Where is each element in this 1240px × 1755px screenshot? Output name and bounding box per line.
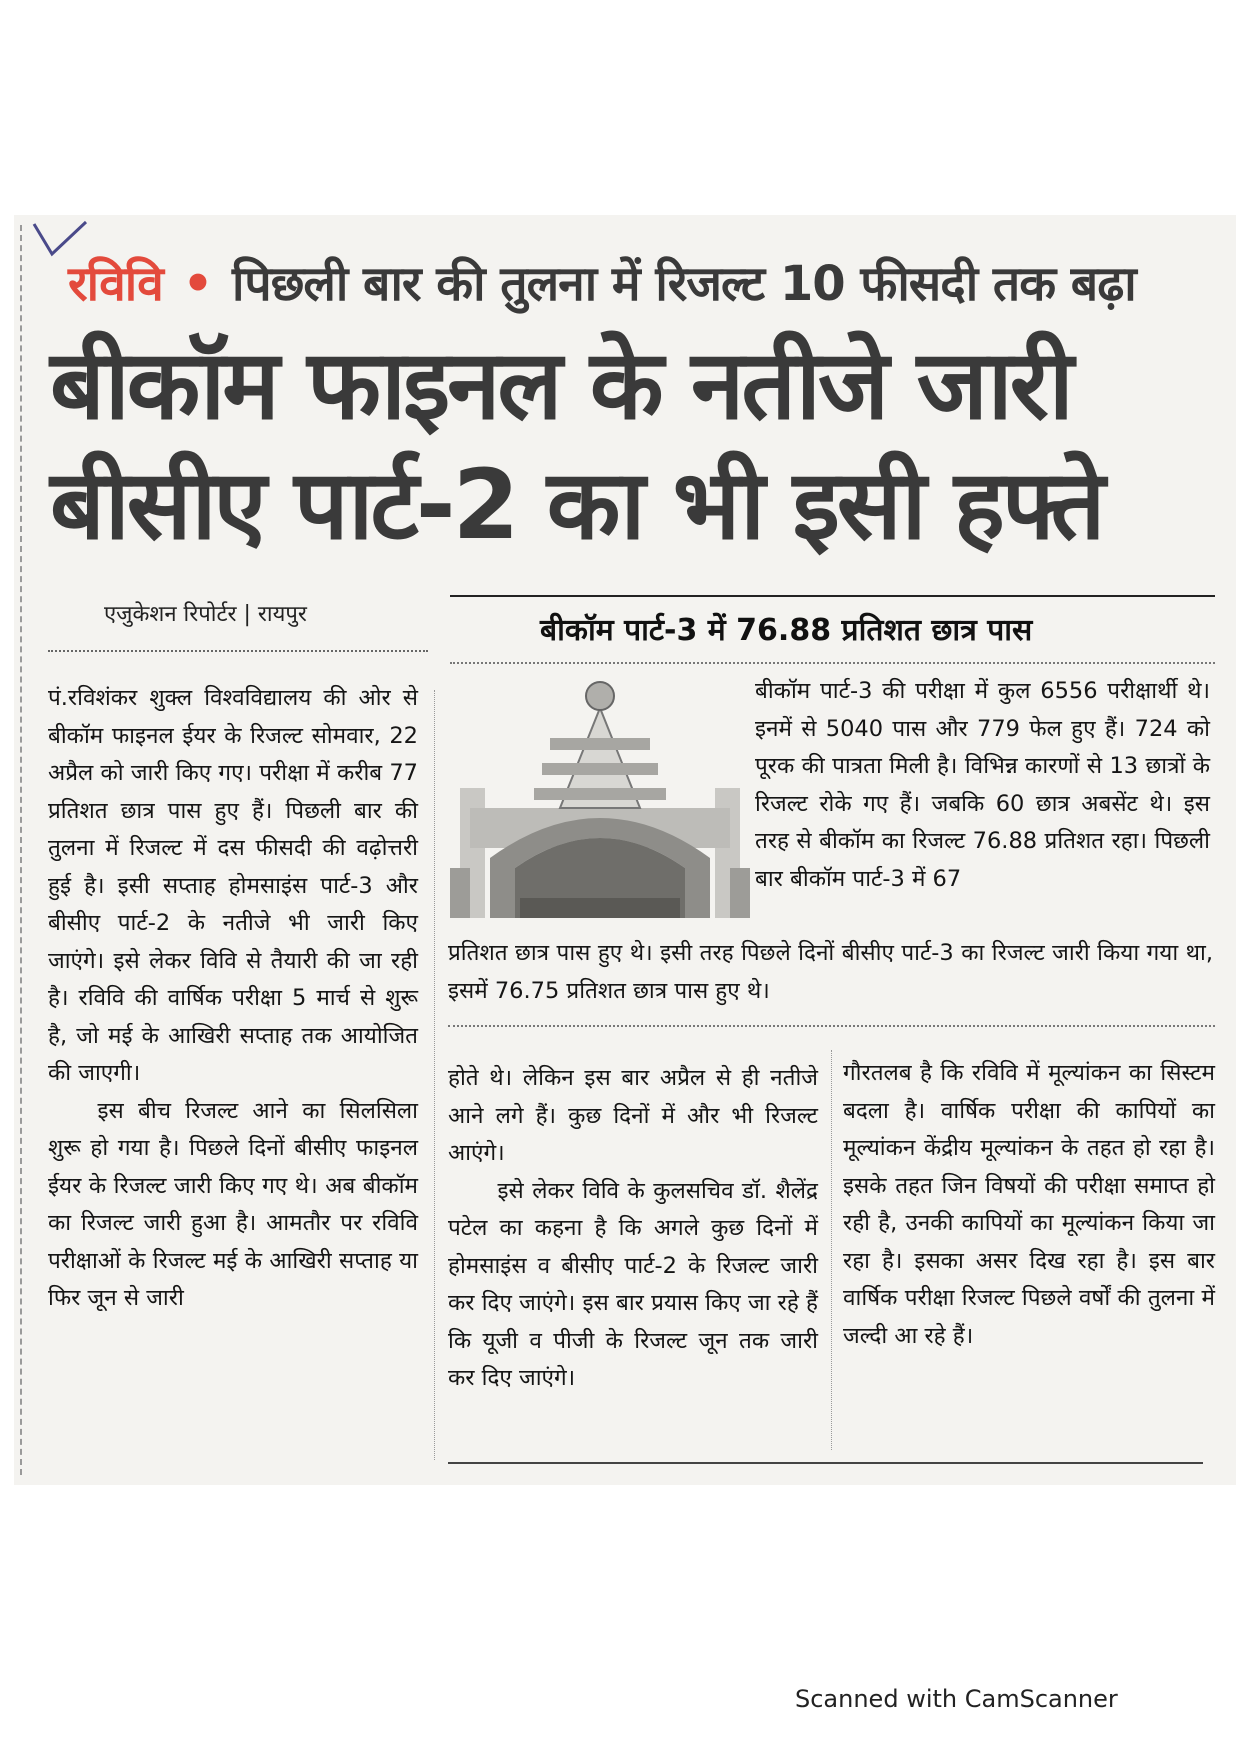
- headline-line-1: बीकॉम फाइनल के नतीजे जारी: [50, 329, 1071, 441]
- byline: एजुकेशन रिपोर्टर | रायपुर: [104, 602, 307, 627]
- kicker: [68, 250, 1218, 320]
- column-separator: [434, 690, 435, 1460]
- kicker-tag: रविवि: [68, 256, 163, 312]
- subhead-top-rule: [450, 595, 1215, 597]
- box-subhead: बीकॉम पार्ट-3 में 76.88 प्रतिशत छात्र पास: [540, 613, 1033, 648]
- box-bottom-rule: [448, 1025, 1215, 1027]
- headline-line-2: बीसीए पार्ट-2 का भी इसी हफ्ते: [50, 449, 1103, 561]
- university-gate-photo: [450, 668, 750, 933]
- cut-line: [20, 225, 22, 1475]
- box-text-part-2: प्रतिशत छात्र पास हुए थे। इसी तरह पिछले दिनों बीसीए पार्ट-3 का रिजल्ट जारी किया गया था, इसमें 76.75 प्रतिशत छात्र पास हुए थे।: [448, 940, 1213, 1004]
- article-column-1: [48, 680, 418, 1318]
- kicker-bullet: •: [182, 256, 213, 312]
- column-2-paragraph-1: होते थे। लेकिन इस बार अप्रैल से ही नतीजे आने लगे हैं। कुछ दिनों में और भी रिजल्ट आएंगे।: [448, 1065, 818, 1166]
- article-column-2: [448, 1060, 818, 1398]
- column-3-paragraph-1: गौरतलब है कि रविवि में मूल्यांकन का सिस्टम बदला है। वार्षिक परीक्षा की कापियों का मूल्यांकन केंद्रीय मूल्यांकन के तहत हो रहा है। इसके तहत जिन विषयों की परीक्षा समाप्त हो रही है, उनकी कापियों का मूल्यांकन किया जा रहा है। इसका असर दिख रहा है। इस बार वार्षिक परीक्षा रिजल्ट पिछले वर्षों की तुलना में जल्दी आ रहे हैं।: [843, 1060, 1215, 1349]
- column-1-paragraph-1: पं.रविशंकर शुक्ल विश्वविद्यालय की ओर से बीकॉम फाइनल ईयर के रिजल्ट सोमवार, 22 अप्रैल को जारी किए गए। परीक्षा में करीब 77 प्रतिशत छात्र पास हुए हैं। पिछली बार की तुलना में रिजल्ट में दस फीसदी की वढ़ोत्तरी हुई है। इसी सप्ताह होमसाइंस पार्ट-3 और बीसीए पार्ट-2 के नतीजे भी जारी किए जाएंगे। इसे लेकर विवि से तैयारी की जा रही है। रविवि की वार्षिक परीक्षा 5 मार्च से शुरू है, जो मई के आखिरी सप्ताह तक आयोजित की जाएगी।: [48, 685, 418, 1086]
- box-text-part-1: बीकॉम पार्ट-3 की परीक्षा में कुल 6556 परीक्षार्थी थे। इनमें से 5040 पास और 779 फेल हुए हैं। 724 को पूरक की पात्रता मिली है। विभिन्न कारणों से 13 छात्रों के रिजल्ट रोके गए हैं। जबकि 60 छात्र अबसेंट थे। इस तरह से बीकॉम का रिजल्ट 76.88 प्रतिशत रहा। पिछली बार बीकॉम पार्ट-3 में 67: [755, 678, 1210, 892]
- scanner-watermark: Scanned with CamScanner: [795, 1685, 1118, 1713]
- byline-divider: [48, 650, 428, 652]
- bottom-rule: [448, 1462, 1203, 1464]
- column-separator: [831, 1050, 832, 1450]
- column-1-paragraph-2: इस बीच रिजल्ट आने का सिलसिला शुरू हो गया है। पिछले दिनों बीसीए फाइनल ईयर के रिजल्ट जारी किए गए थे। अब बीकॉम का रिजल्ट जारी हुआ है। आमतौर पर रविवि परीक्षाओं के रिजल्ट मई के आखिरी सप्ताह या फिर जून से जारी: [48, 1097, 418, 1311]
- column-2-paragraph-2: इसे लेकर विवि के कुलसचिव डॉ. शैलेंद्र पटेल का कहना है कि अगले कुछ दिनों में होमसाइंस व बीसीए पार्ट-2 के रिजल्ट जारी कर दिए जाएंगे। इस बार प्रयास किए जा रहे हैं कि यूजी व पीजी के रिजल्ट जून तक जारी कर दिए जाएंगे।: [448, 1177, 818, 1391]
- subhead-bottom-rule: [450, 662, 1215, 664]
- kicker-text: पिछली बार की तुलना में रिजल्ट 10 फीसदी तक बढ़ा: [232, 256, 1136, 312]
- article-column-3: [843, 1055, 1215, 1355]
